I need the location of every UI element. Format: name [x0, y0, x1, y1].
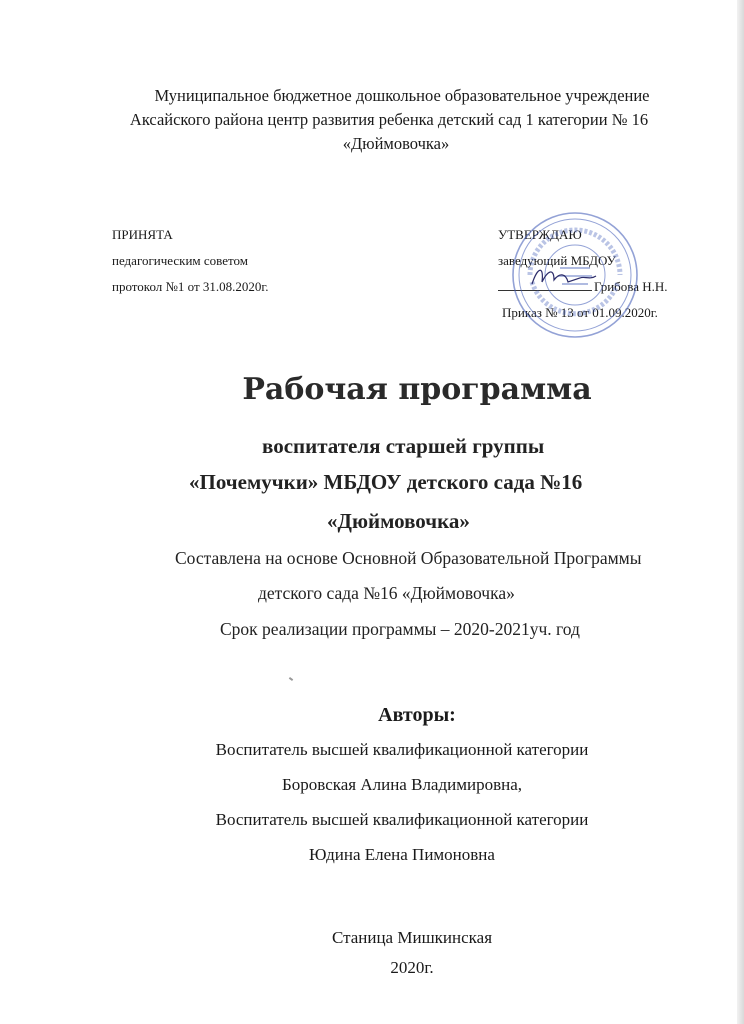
- approved-role: заведующий МБДОУ: [498, 253, 616, 268]
- accepted-protocol: протокол №1 от 31.08.2020г.: [112, 279, 269, 294]
- program-basis-line-2: детского сада №16 «Дюймовочка»: [258, 583, 515, 603]
- institution-header: [0, 84, 744, 156]
- author-1-name: Боровская Алина Владимировна,: [282, 775, 522, 794]
- program-term: Срок реализации программы – 2020-2021уч. год: [220, 619, 580, 639]
- program-subtitle-1: воспитателя старшей группы: [262, 434, 545, 458]
- approved-signature-line: [498, 274, 668, 300]
- authors-list: [0, 738, 744, 867]
- program-subtitle-2: «Почемучки» МБДОУ детского сада №16: [189, 470, 583, 494]
- approved-order: Приказ № 13 от 01.09.2020г.: [502, 305, 658, 320]
- program-basis-line-1: Составлена на основе Основной Образовательной Программы: [175, 548, 642, 568]
- authors-heading-text: Авторы:: [378, 704, 456, 726]
- header-line-1: Муниципальное бюджетное дошкольное образовательное учреждение: [154, 86, 650, 105]
- approver-name: Грибова Н.Н.: [594, 279, 668, 294]
- scan-speck: [289, 677, 293, 681]
- footer: [0, 926, 744, 980]
- accepted-by: педагогическим советом: [112, 253, 248, 268]
- program-subtitle-3: «Дюймовочка»: [327, 509, 470, 533]
- authors-heading: [0, 704, 744, 727]
- approved-block: [498, 222, 668, 326]
- signature-underline: [498, 280, 592, 291]
- header-line-3: «Дюймовочка»: [342, 134, 450, 153]
- accepted-block: [112, 222, 269, 300]
- footer-place: Станица Мишкинская: [331, 928, 493, 947]
- footer-year: 2020г.: [390, 958, 434, 977]
- header-line-2: Аксайского района центр развития ребенка детский сад 1 категории № 16: [129, 110, 649, 129]
- author-2-name: Юдина Елена Пимоновна: [309, 845, 495, 864]
- program-title-text: Рабочая программа: [242, 372, 592, 407]
- author-1-position: Воспитатель высшей квалификационной категории: [215, 740, 589, 759]
- approved-title: УТВЕРЖДАЮ: [498, 227, 582, 242]
- program-title: [0, 372, 744, 407]
- author-2-position: Воспитатель высшей квалификационной категории: [215, 810, 589, 829]
- accepted-title: ПРИНЯТА: [112, 227, 173, 242]
